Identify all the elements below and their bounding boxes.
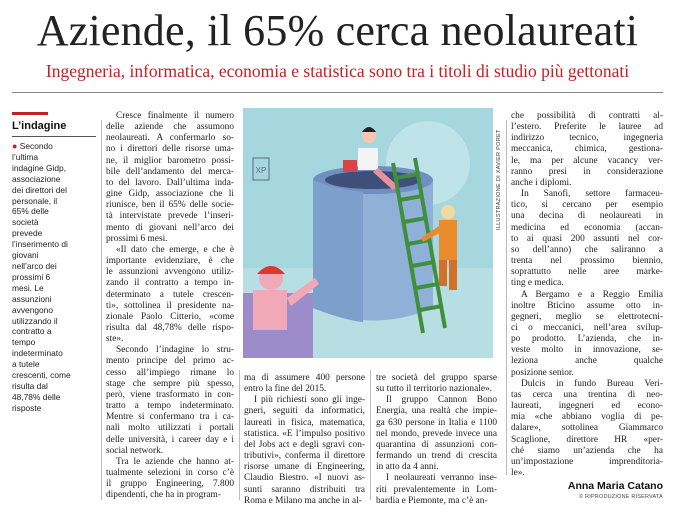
text-line: risorse umane di Engineering, — [244, 462, 365, 473]
text-line: un’impostazione imprenditoria- — [511, 456, 663, 467]
text-line: anche i diplomi. — [511, 177, 572, 188]
text-line: tratto a tempo indeterminato. — [106, 401, 234, 412]
sidebar-line: società — [12, 217, 39, 228]
text-line: ste». — [106, 334, 124, 345]
paragraph — [511, 111, 663, 189]
header-rule — [12, 92, 663, 93]
monogram-text: XP — [255, 166, 267, 175]
sidebar-line: nell’arco dei — [12, 260, 57, 271]
text-line: A Bergamo e a Reggio Emilia — [521, 289, 663, 300]
text-line: laureati, ingegneri ed econo- — [511, 401, 663, 412]
text-line: tico, si cercano per esempio — [511, 200, 663, 211]
text-line: riti prevalentemente in Lom- — [376, 484, 497, 495]
text-line: Roma e Milano ma anche in al- — [244, 495, 362, 506]
text-line: veste molto in innovazione, se- — [511, 345, 663, 356]
sidebar-line: crescenti, come — [12, 370, 71, 381]
paragraph — [511, 189, 663, 289]
text-line: medicina ed economia (accan- — [511, 222, 663, 233]
column-divider — [101, 120, 102, 500]
article-column-1 — [106, 111, 234, 501]
text-line: il gruppo Engineering, 7.800 — [106, 479, 234, 490]
text-line: bardia e Piemonte, ma c’è an- — [376, 495, 488, 506]
sidebar-line: tempo — [12, 337, 36, 348]
column-divider — [370, 370, 371, 500]
text-line: no i direttori delle risorse uma- — [106, 144, 234, 155]
sidebar-line: risulta dal — [12, 380, 48, 391]
text-line: zando il contratto a tempo in- — [106, 278, 234, 289]
article-column-3 — [376, 373, 497, 507]
sidebar-line: indagine Gidp, — [12, 162, 67, 173]
paragraph — [511, 290, 663, 379]
text-line: le, ma per alcune vacancy ver- — [511, 155, 663, 166]
text-line: le assunzioni avvengono utiliz- — [106, 267, 234, 278]
sidebar-line: a tutele — [12, 359, 40, 370]
text-line: ting e medica. — [511, 278, 564, 289]
text-line: gneri, seguiti da informatici, — [244, 406, 365, 417]
author-byline: Anna Maria Catano — [567, 480, 663, 492]
text-line: ci o meccanici, nell’area svilup- — [511, 322, 663, 333]
text-line: mento principe del primo ac- — [106, 356, 234, 367]
sidebar-line: avvengono — [12, 304, 53, 315]
paragraph — [106, 245, 234, 345]
text-line: entro la fine del 2015. — [244, 384, 327, 395]
sidebar-line: indeterminato — [12, 348, 63, 359]
headline: Aziende, il 65% cerca neolaureati — [36, 6, 639, 55]
text-line: però, viene trasformato in con- — [106, 389, 234, 400]
text-line: in atto da 4 anni. — [376, 462, 439, 473]
text-line: stage che sempre più spesso, — [106, 378, 234, 389]
paragraph — [106, 111, 234, 245]
subheadline: Ingegneria, informatica, economia e statistica sono tra i titoli di studio più gettonati — [45, 61, 630, 81]
sidebar-line: associazione — [12, 173, 61, 184]
illustration-art — [243, 108, 493, 358]
text-line: social network. — [106, 445, 164, 456]
text-line: una decina di neolaureati in — [511, 211, 663, 222]
text-line: zionale Paolo Citterio, «come — [106, 311, 234, 322]
text-line: ti», sottolinea il presidente na- — [106, 300, 234, 311]
article-column-2 — [244, 373, 365, 507]
text-line: tributivi», conferma il direttore — [244, 451, 365, 462]
paragraph — [244, 373, 365, 395]
paragraph — [106, 457, 234, 502]
column-divider — [506, 120, 507, 475]
text-line: leziona anche qualche — [511, 356, 663, 367]
text-line: inoltre Bticino assume otto in- — [511, 300, 663, 311]
text-line: ga 630 persone in Italia e 1100 — [376, 417, 497, 428]
illustration — [243, 108, 493, 358]
text-line: tre società del gruppo sparse — [376, 373, 497, 383]
paragraph — [511, 379, 663, 479]
text-line: Energia, una realtà che impie- — [376, 406, 497, 417]
article-column-4 — [511, 111, 663, 479]
paragraph — [376, 473, 497, 506]
sidebar-line: assunzioni — [12, 293, 52, 304]
sidebar-line: 65% delle — [12, 206, 49, 217]
sidebar-line: Secondo — [19, 141, 53, 151]
text-line: indirizzo tecnico, ingegneria — [511, 133, 663, 144]
text-line: mento di giovani nell’arco dei — [106, 222, 234, 233]
sidebar-line: 48,78% delle — [12, 391, 61, 402]
paragraph — [376, 373, 497, 395]
text-line: «Il dato che emerge, e che è — [116, 244, 234, 255]
text-line: Cresce finalmente il numero — [116, 111, 234, 121]
text-line: to ai quasi 200 assunti nel cor- — [511, 233, 663, 244]
paragraph — [106, 345, 234, 457]
sidebar-line: personale, il — [12, 195, 58, 206]
text-line: del Jobs act e degli sgravi con- — [244, 439, 365, 450]
text-line: delle università, i career day e i — [106, 434, 234, 445]
text-line: tualmente selezioni in corso c’è — [106, 468, 234, 478]
text-line: l’estero. Preferite le lauree ad — [511, 122, 663, 133]
text-line: to del lavoro. Dall’ultima inda- — [106, 177, 234, 188]
sidebar-text — [12, 141, 96, 414]
text-line: le». — [511, 468, 525, 478]
text-line: statistica. «È l’impulso positivo — [244, 428, 365, 439]
text-line: che possibilità di contratti al- — [511, 111, 663, 121]
text-line: tas cerca una trentina di neo- — [511, 389, 663, 400]
text-line: sunti saranno distribuiti tra — [244, 484, 365, 495]
text-line: Il gruppo Cannon Bono — [386, 395, 497, 406]
text-line: In Sanofi, settore farmaceu- — [521, 189, 663, 200]
text-line: trenta nel prossimo biennio, — [511, 256, 663, 267]
text-line: ma di assumere 400 persone — [244, 373, 365, 383]
bullet-icon: ● — [12, 141, 18, 151]
sidebar-line: dei direttori del — [12, 184, 67, 195]
text-line: su tutto il territorio nazionale». — [376, 384, 492, 395]
text-line: Secondo l’indagine lo stru- — [116, 345, 234, 356]
text-line: posizione senior. — [511, 367, 574, 378]
text-line: Claudio Biestro. «I nuovi as- — [244, 473, 365, 484]
text-line: dalare», sottolinea Giammarco — [511, 423, 663, 434]
text-line: nali molto utilizzati i portali — [106, 423, 234, 434]
text-line: Tra le aziende che hanno at- — [116, 456, 234, 467]
sidebar-line: prevede — [12, 228, 43, 239]
sidebar-line: l’ultima — [12, 151, 39, 162]
text-line: soprattutto nelle aree marke- — [511, 267, 663, 278]
paragraph — [376, 395, 497, 473]
text-line: gegneri, meglio se elettrotecni- — [511, 311, 663, 322]
sidebar-line: mesi. Le — [12, 282, 44, 293]
text-line: Scaglione, direttore HR «per- — [511, 434, 663, 445]
sidebar-line: risposte — [12, 402, 42, 413]
column-divider — [239, 370, 240, 500]
paragraph — [244, 395, 365, 507]
rights-notice: © RIPRODUZIONE RISERVATA — [579, 494, 663, 500]
text-line: Dulcis in fundo Bureau Veri- — [521, 378, 663, 389]
text-line: ne, il miglior barometro possi- — [106, 155, 234, 166]
text-line: Mentre si confermano tra i ca- — [106, 412, 234, 423]
text-line: prossimi 6 mesi. — [106, 233, 168, 244]
text-line: delle aziende che assumono — [106, 122, 234, 133]
text-line: quarantina di assunzioni con- — [376, 439, 497, 450]
text-line: ranno presi in considerazione — [511, 166, 663, 177]
text-line: risulta dal 48,78% delle rispo- — [106, 322, 234, 333]
text-line: so dell’anno) che saliranno a — [511, 244, 663, 255]
sidebar-line: utilizzando il — [12, 315, 58, 326]
sidebar-line: prossimi 6 — [12, 271, 51, 282]
text-line: po prodotto. L’azienda, che in- — [511, 334, 663, 345]
text-line: dipendenti, che ha in program- — [106, 490, 221, 501]
sidebar-line: l’inserimento di — [12, 239, 68, 250]
sidebar-line: giovani — [12, 250, 39, 261]
sidebar-box — [12, 120, 96, 414]
sidebar-line: contratto a — [12, 326, 52, 337]
text-line: meccanica, chimica, gestiona- — [511, 144, 663, 155]
text-line: importante evidenziare, è che — [106, 256, 234, 267]
text-line: nel mondo, prevede invece una — [376, 428, 497, 439]
text-line: laureati in fisica, matematica, — [244, 417, 365, 428]
text-line: mia «che abbiano voglia di pe- — [511, 412, 663, 423]
text-line: cesso all’impiego rimane lo — [106, 367, 234, 378]
text-line: neolaureati. A confermarlo so- — [106, 133, 234, 144]
text-line: I neolaureati verranno inse- — [386, 473, 497, 484]
text-line: fermando un trend di crescita — [376, 451, 497, 462]
text-line: bile dell’andamento del merca- — [106, 166, 234, 177]
text-line: tà intervistate prevede l’inseri- — [106, 211, 234, 222]
sidebar-label: L’indagine — [12, 120, 96, 137]
text-line: I più richiesti sono gli inge- — [254, 395, 365, 406]
text-line: riunisce, ben il 65% delle socie- — [106, 200, 234, 211]
text-line: ché siamo un’azienda che ha — [511, 445, 663, 456]
text-line: determinato a tutele crescen- — [106, 289, 234, 300]
illustration-credit: ILLUSTRAZIONE DI XAVIER PORET — [496, 129, 502, 230]
text-line: gine Gidp, associazione che li — [106, 189, 234, 200]
